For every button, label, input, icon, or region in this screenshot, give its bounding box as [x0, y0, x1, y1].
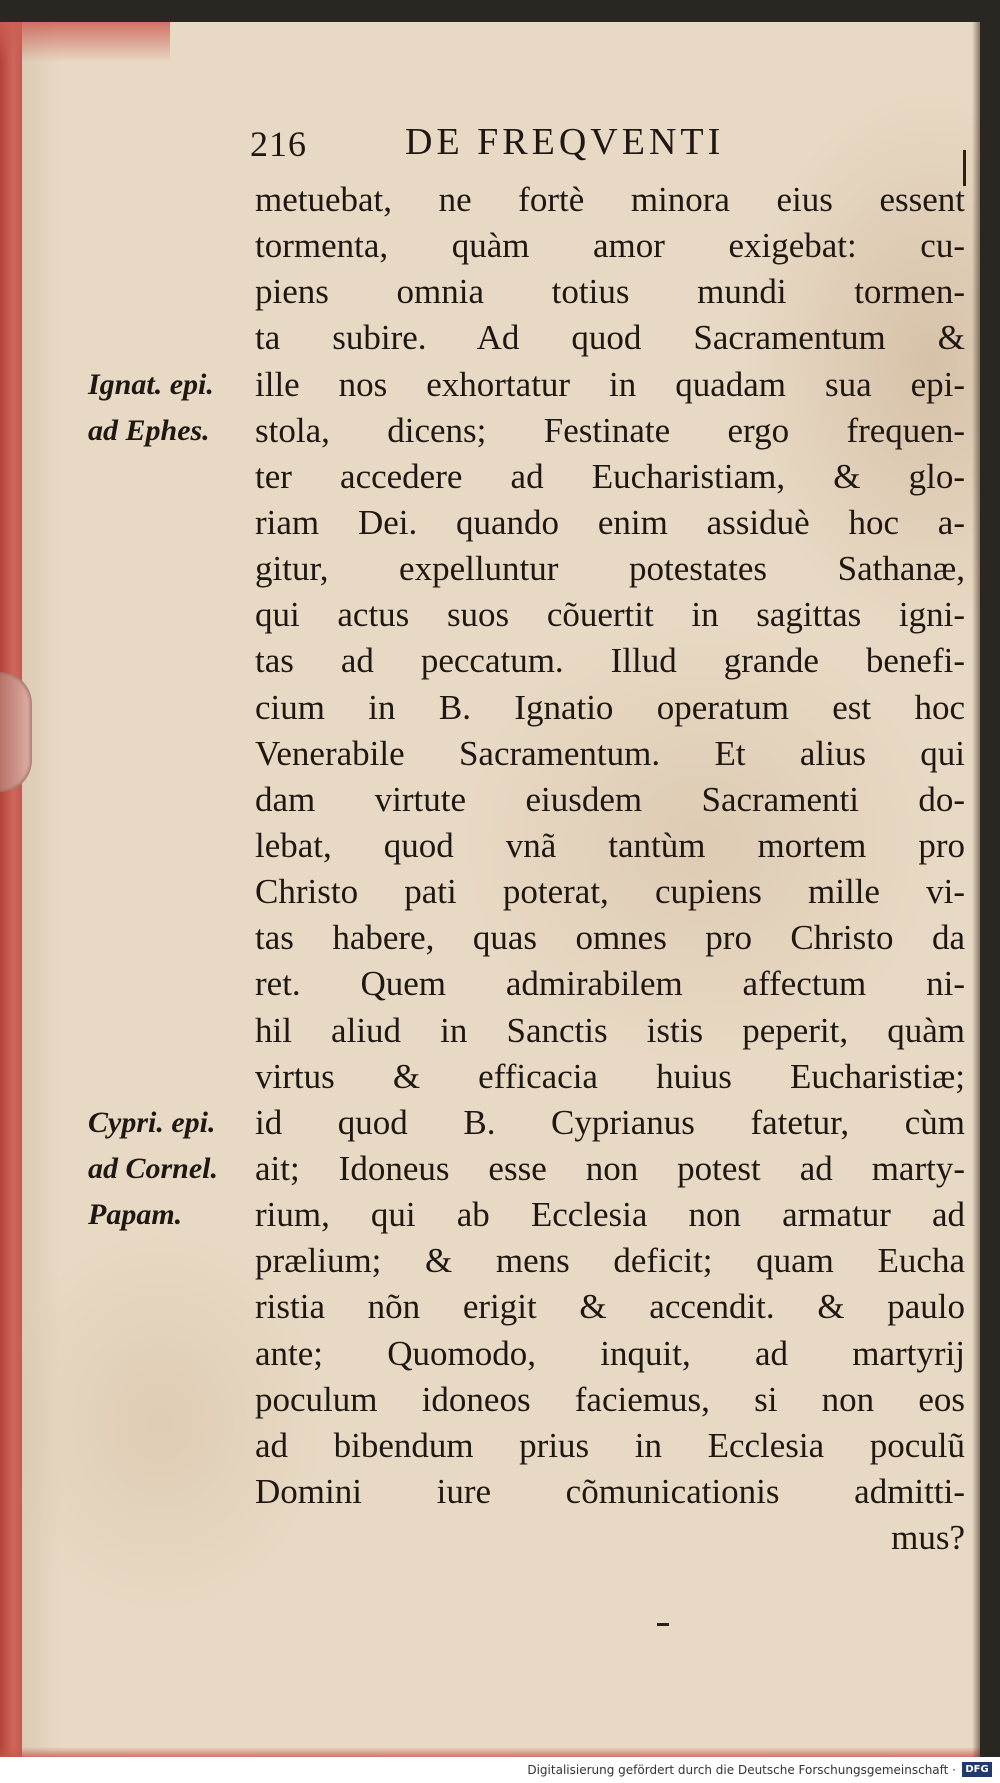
footer-bar — [0, 1757, 1000, 1783]
text-line: qui actus suos cõuertit in sagittas igni- — [255, 595, 965, 635]
margin-note-line: ad Cornel. — [88, 1152, 219, 1186]
text-line: virtus & efficacia huius Eucharistiæ; — [255, 1056, 965, 1096]
text-line: gitur, expelluntur potestates Sathanæ, — [255, 549, 965, 589]
margin-note-line: Ignat. epi. — [88, 368, 214, 401]
page-gutter-shadow — [972, 22, 980, 1757]
clip-tab — [0, 672, 32, 792]
text-line: ad bibendum prius in Ecclesia poculũ — [255, 1425, 965, 1465]
text-line: Domini iure cõmunicationis admitti- — [255, 1471, 965, 1511]
text-line: ristia nõn erigit & accendit. & paulo — [255, 1287, 965, 1327]
text-line: id quod B. Cyprianus fatetur, cùm — [255, 1102, 965, 1142]
text-line: tas habere, quas omnes pro Christo da — [255, 918, 965, 958]
footer-credit: Digitalisierung gefördert durch die Deutsche Forschungsgemeinschaft · — [527, 1763, 956, 1777]
text-line: piens omnia totius mundi tormen- — [255, 272, 965, 312]
text-line: ille nos exhortatur in quadam sua epi- — [255, 364, 965, 404]
red-stain-top — [0, 22, 170, 62]
body-text — [255, 177, 965, 1561]
text-line: stola, dicens; Festinate ergo frequen- — [255, 410, 965, 450]
text-line: Venerabile Sacramentum. Et alius qui — [255, 733, 965, 773]
text-line: mus? — [891, 1518, 965, 1558]
text-line: rium, qui ab Ecclesia non armatur ad — [255, 1195, 965, 1235]
red-stain-bottom — [0, 1747, 980, 1757]
text-line: lebat, quod vnã tantùm mortem pro — [255, 825, 965, 865]
red-page-edge — [0, 22, 22, 1757]
text-line: poculum idoneos faciemus, si non eos — [255, 1379, 965, 1419]
book-page — [0, 22, 980, 1757]
margin-note-line: Papam. — [88, 1198, 183, 1232]
text-line: ta subire. Ad quod Sacramentum & — [255, 318, 965, 358]
text-line: ret. Quem admirabilem affectum ni- — [255, 964, 965, 1004]
margin-note-cyprian — [88, 1100, 253, 1238]
bottom-mark — [657, 1623, 669, 1626]
running-title: DE FREQVENTI — [405, 121, 725, 163]
text-line: ter accedere ad Eucharistiam, & glo- — [255, 456, 965, 496]
text-line: hil aliud in Sanctis istis peperit, quàm — [255, 1010, 965, 1050]
text-line: dam virtute eiusdem Sacramenti do- — [255, 779, 965, 819]
text-line: prælium; & mens deficit; quam Eucha — [255, 1241, 965, 1281]
text-line: riam Dei. quando enim assiduè hoc a- — [255, 502, 965, 542]
dfg-logo: DFG — [962, 1762, 992, 1777]
text-line: Christo pati poterat, cupiens mille vi- — [255, 872, 965, 912]
margin-note-line: Cypri. epi. — [88, 1106, 216, 1139]
text-line: cium in B. Ignatio operatum est hoc — [255, 687, 965, 727]
text-line: tormenta, quàm amor exigebat: cu- — [255, 226, 965, 266]
text-line: tas ad peccatum. Illud grande benefi- — [255, 641, 965, 681]
text-line: ante; Quomodo, inquit, ad martyrij — [255, 1333, 965, 1373]
text-line: metuebat, ne fortè minora eius essent — [255, 180, 965, 219]
page-number: 216 — [250, 124, 307, 164]
margin-note-line: ad Ephes. — [88, 414, 210, 448]
margin-note-ignatius — [88, 362, 253, 454]
text-line: ait; Idoneus esse non potest ad marty- — [255, 1148, 965, 1188]
